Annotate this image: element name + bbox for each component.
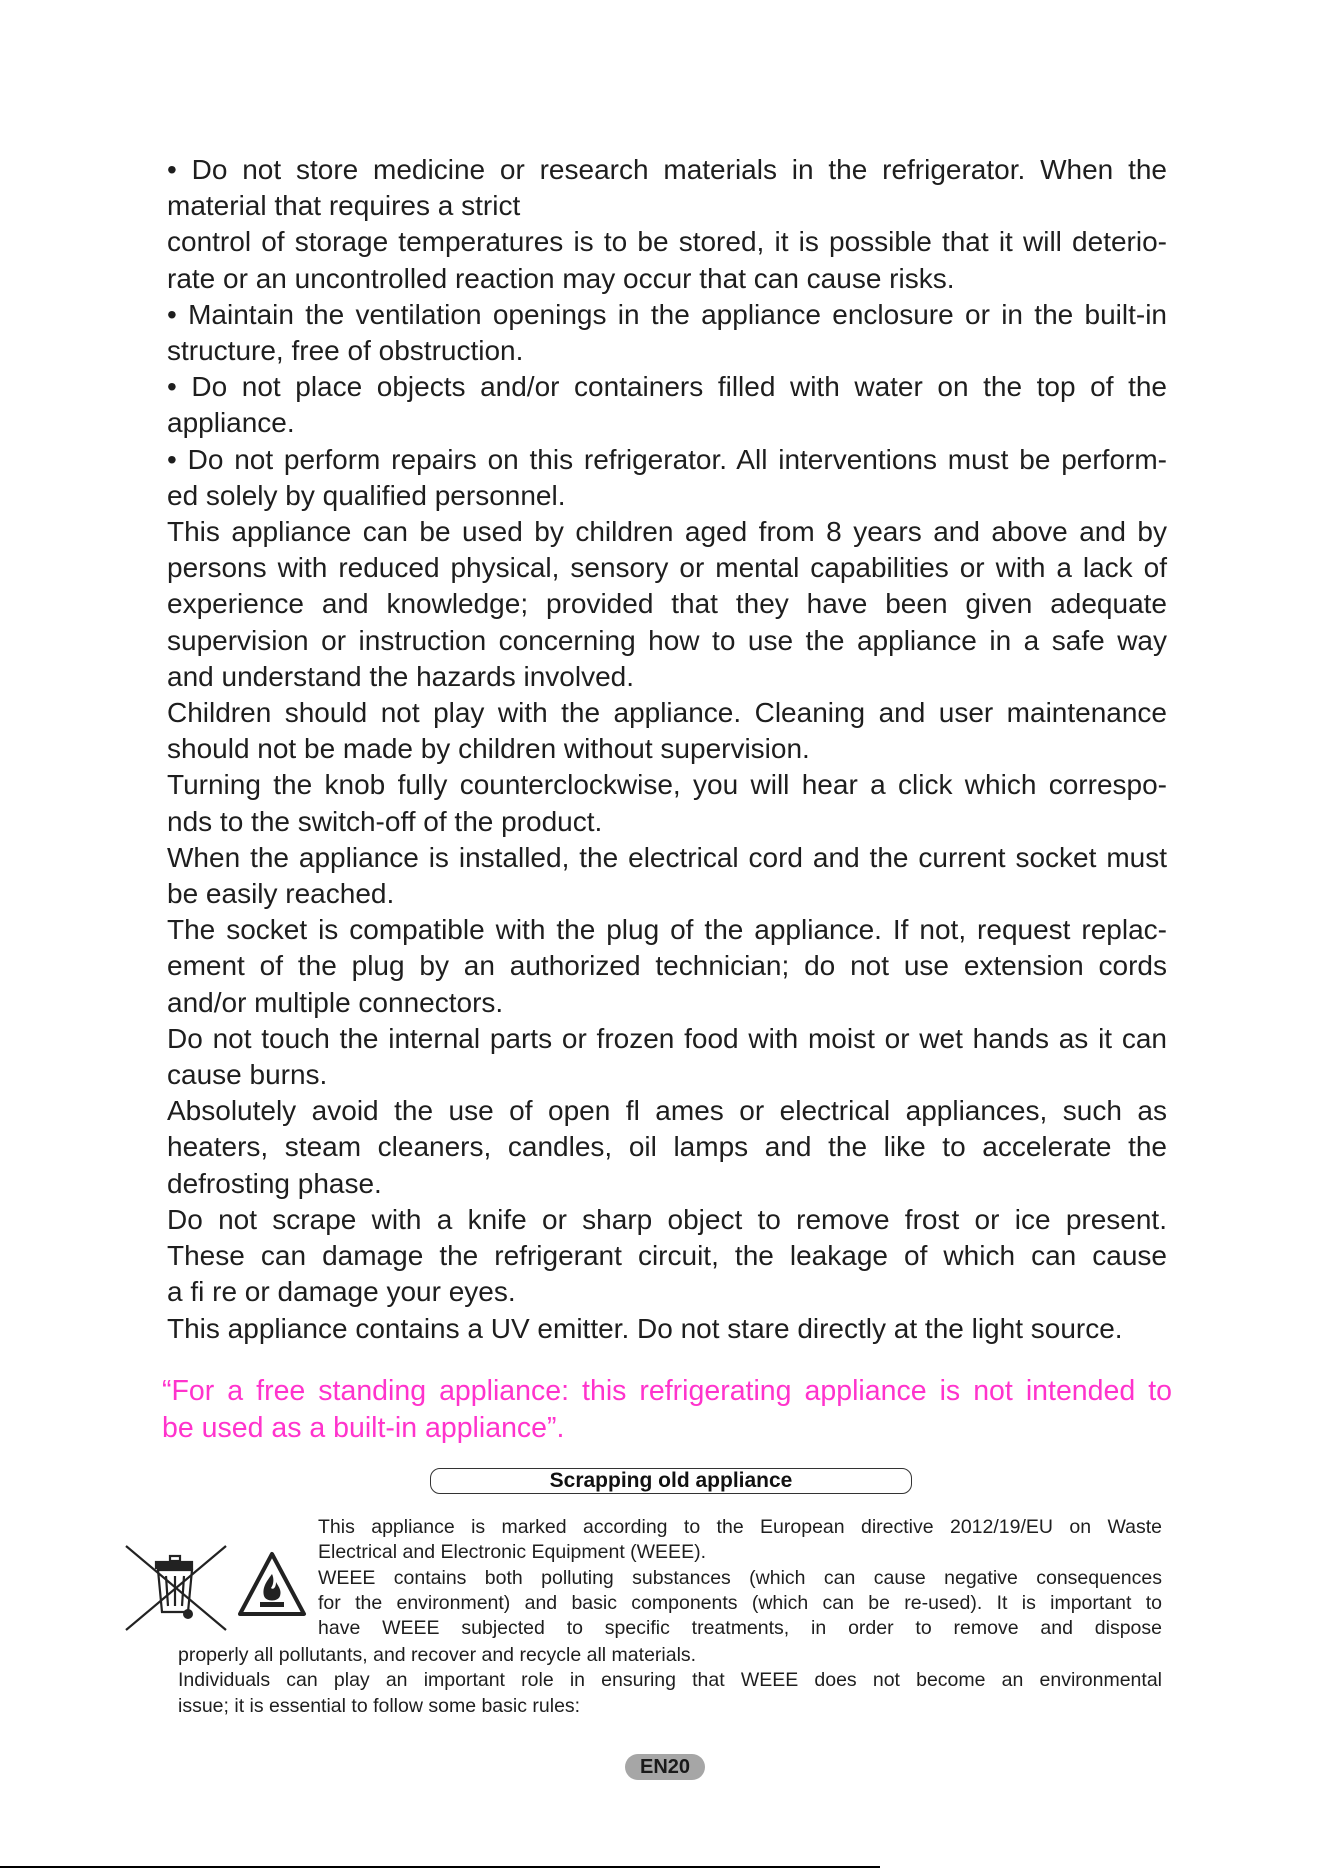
text-line: nds to the switch-off of the product. — [167, 805, 603, 837]
crossed-out-wheelie-bin-icon — [122, 1542, 230, 1634]
text-line: should not be made by children without supervision. — [167, 733, 810, 765]
text-line: This appliance can be used by children aged from 8 years and above and by — [167, 516, 1167, 548]
text-line: and understand the hazards involved. — [167, 660, 634, 692]
flammable-warning-icon — [236, 1550, 308, 1618]
text-line: Turning the knob fully counterclockwise, you will hear a click which correspo- — [167, 769, 1167, 801]
text-line: ed solely by qualified personnel. — [167, 479, 566, 511]
text-line: Absolutely avoid the use of open fl ames or electrical appliances, such as — [167, 1095, 1167, 1127]
weee-line: have WEEE subjected to specific treatments, in order to remove and dispose — [318, 1617, 1162, 1640]
weee-line: This appliance is marked according to the European directive 2012/19/EU on Waste — [318, 1516, 1162, 1538]
safety-instructions — [167, 152, 1167, 1347]
text-line: • Maintain the ventilation openings in the appliance enclosure or in the built-in — [167, 298, 1167, 330]
text-line: rate or an uncontrolled reaction may occur that can cause risks. — [167, 262, 955, 294]
text-line: • Do not place objects and/or containers filled with water on the top of the — [167, 371, 1167, 403]
text-line: • Do not store medicine or research materials in the refrigerator. When the — [167, 154, 1167, 185]
text-line: The socket is compatible with the plug of the appliance. If not, request replac- — [167, 914, 1167, 946]
text-line: be easily reached. — [167, 878, 395, 910]
text-line: When the appliance is installed, the electrical cord and the current socket must — [167, 841, 1167, 873]
text-line: Do not scrape with a knife or sharp object to remove frost or ice present. — [167, 1203, 1167, 1235]
free-standing-notice — [162, 1373, 1172, 1447]
text-line: control of storage temperatures is to be stored, it is possible that it will deterio- — [167, 226, 1167, 258]
text-line: heaters, steam cleaners, candles, oil lamps and the like to accelerate the — [167, 1131, 1167, 1163]
text-line: cause burns. — [167, 1059, 328, 1091]
text-line: supervision or instruction concerning how to use the appliance in a safe way — [167, 624, 1167, 656]
text-line: experience and knowledge; provided that they have been given adequate — [167, 588, 1167, 620]
text-line: Do not touch the internal parts or frozen food with moist or wet hands as it can — [167, 1022, 1167, 1054]
weee-line: properly all pollutants, and recover and recycle all materials. — [178, 1644, 697, 1666]
weee-rules — [178, 1643, 1162, 1719]
text-line: Children should not play with the appliance. Cleaning and user maintenance — [167, 697, 1167, 729]
weee-line: Individuals can play an important role in ensuring that WEEE does not become an environmental — [178, 1669, 1162, 1692]
scrapping-heading: Scrapping old appliance — [430, 1468, 912, 1494]
text-line: material that requires a strict — [167, 190, 521, 222]
weee-line: WEEE contains both polluting substances (which can cause negative consequences — [318, 1566, 1162, 1589]
text-line: appliance. — [167, 407, 295, 439]
notice-line: “For a free standing appliance: this refrigerating appliance is not intended to — [162, 1375, 1172, 1407]
text-line: and/or multiple connectors. — [167, 986, 504, 1018]
weee-line: issue; it is essential to follow some basic rules: — [178, 1694, 581, 1717]
bottom-divider — [0, 1866, 880, 1868]
weee-intro — [318, 1515, 1162, 1641]
weee-line: Electrical and Electronic Equipment (WEEE). — [318, 1541, 706, 1564]
text-line: These can damage the refrigerant circuit, the leakage of which can cause — [167, 1240, 1167, 1272]
notice-line: be used as a built-in appliance”. — [162, 1412, 565, 1444]
text-line: structure, free of obstruction. — [167, 335, 524, 367]
text-line: • Do not perform repairs on this refrigerator. All interventions must be perform- — [167, 443, 1167, 475]
text-line: persons with reduced physical, sensory or mental capabilities or with a lack of — [167, 552, 1167, 584]
text-line: a fi re or damage your eyes. — [167, 1276, 516, 1308]
text-line: defrosting phase. — [167, 1167, 382, 1199]
text-line: ement of the plug by an authorized technician; do not use extension cords — [167, 950, 1167, 982]
page-number-badge: EN20 — [625, 1754, 705, 1780]
weee-line: for the environment) and basic components (which can be re-used). It is important to — [318, 1591, 1162, 1614]
text-line: This appliance contains a UV emitter. Do not stare directly at the light source. — [167, 1312, 1123, 1344]
